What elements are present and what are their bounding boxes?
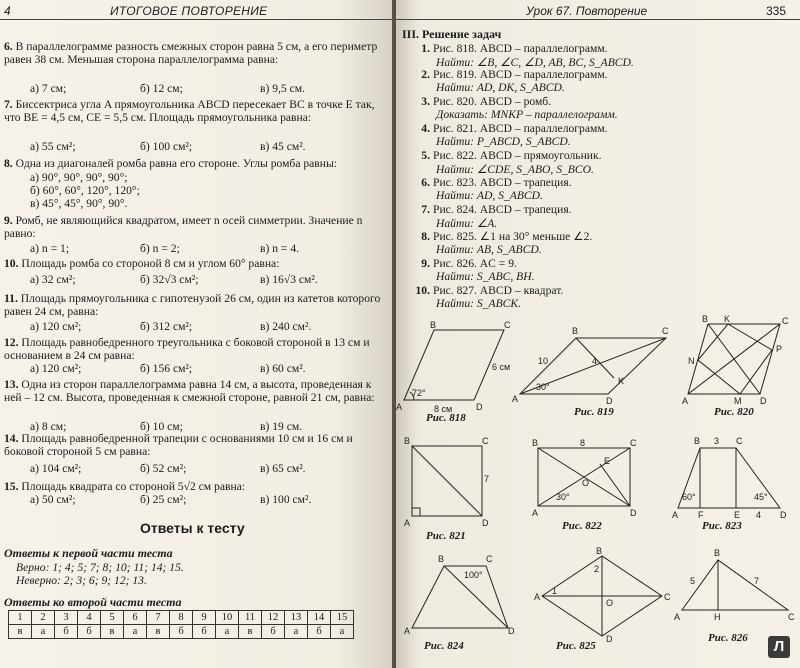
fig-label: C bbox=[736, 436, 743, 446]
table-cell: а bbox=[285, 625, 308, 639]
fig-label: B bbox=[438, 554, 445, 564]
fig-label: C bbox=[782, 316, 789, 326]
fig-label: A bbox=[674, 612, 681, 622]
publisher-logo: Л bbox=[768, 636, 790, 658]
table-cell: а bbox=[331, 625, 354, 639]
caption-825: Рис. 825 bbox=[556, 640, 596, 652]
fig-label: 30° bbox=[536, 382, 550, 392]
table-cell: 8 bbox=[170, 611, 193, 625]
fig-label: F bbox=[698, 510, 704, 520]
task-9: 9. Рис. 826. AC = 9. bbox=[421, 257, 517, 270]
fig-label: B bbox=[702, 314, 709, 324]
fig-label: A bbox=[532, 508, 539, 518]
caption-818: Рис. 818 bbox=[426, 412, 466, 424]
left-page-number: 4 bbox=[4, 4, 11, 18]
fig-label: K bbox=[618, 376, 625, 386]
task-8-sub: Найти: AB, S_ABCD. bbox=[436, 243, 542, 256]
table-cell: б bbox=[78, 625, 101, 639]
part1-false: Неверно: 2; 3; 6; 9; 12; 13. bbox=[16, 574, 147, 587]
caption-820: Рис. 820 bbox=[714, 406, 754, 418]
task-4: 4. Рис. 821. ABCD – параллелограмм. bbox=[421, 122, 608, 135]
part1-title: Ответы к первой части теста bbox=[4, 546, 173, 560]
task-1: 1. Рис. 818. ABCD – параллелограмм. bbox=[421, 42, 608, 55]
table-cell: б bbox=[55, 625, 78, 639]
table-cell: б bbox=[308, 625, 331, 639]
fig-label: 5 bbox=[690, 576, 696, 586]
question-12: 12. Площадь равнобедренного треугольника с боковой стороной в 13 см и основанием в 24 см равна: bbox=[4, 336, 370, 363]
fig-label: 60° bbox=[682, 492, 696, 502]
caption-826: Рис. 826 bbox=[708, 632, 748, 644]
fig-label: B bbox=[694, 436, 701, 446]
table-cell: в bbox=[101, 625, 124, 639]
task-3-sub: Доказать: MNKP – параллелограмм. bbox=[436, 108, 618, 121]
task-9-sub: Найти: S_ABC, BH. bbox=[436, 270, 535, 283]
table-cell: 14 bbox=[308, 611, 331, 625]
fig-label: A bbox=[512, 394, 519, 404]
fig-label: A bbox=[534, 592, 541, 602]
task-10: 10. Рис. 827. ABCD – квадрат. bbox=[415, 284, 564, 297]
fig-label: 4 bbox=[592, 356, 598, 366]
caption-824: Рис. 824 bbox=[424, 640, 464, 652]
figures-row-3 bbox=[396, 548, 800, 644]
fig-label: E bbox=[604, 456, 611, 466]
right-page bbox=[396, 0, 800, 668]
table-cell: а bbox=[216, 625, 239, 639]
table-cell: б bbox=[193, 625, 216, 639]
fig-label: 3 bbox=[714, 436, 720, 446]
table-cell: 12 bbox=[262, 611, 285, 625]
task-6-sub: Найти: AD, S_ABCD. bbox=[436, 189, 543, 202]
fig-label: 1 bbox=[552, 586, 558, 596]
figure-823 bbox=[672, 436, 787, 520]
fig-label: C bbox=[664, 592, 671, 602]
fig-label: B bbox=[596, 546, 603, 556]
figure-826 bbox=[674, 548, 795, 622]
fig-label: D bbox=[780, 510, 787, 520]
fig-label: H bbox=[714, 612, 721, 622]
table-cell: 9 bbox=[193, 611, 216, 625]
figure-820 bbox=[682, 314, 789, 406]
table-cell: 1 bbox=[9, 611, 32, 625]
question-10: 10. Площадь ромба со стороной 8 см и углом 60° равна: bbox=[4, 257, 280, 270]
fig-label: B bbox=[430, 320, 437, 330]
task-1-sub: Найти: ∠B, ∠C, ∠D, AB, BC, S_ABCD. bbox=[436, 56, 634, 69]
fig-label: D bbox=[760, 396, 767, 406]
fig-label: A bbox=[672, 510, 679, 520]
figure-824 bbox=[404, 554, 515, 636]
question-8: 8. Одна из диагоналей ромба равна его стороне. Углы ромба равны: bbox=[4, 157, 337, 170]
fig-label: B bbox=[572, 326, 579, 336]
fig-label: A bbox=[404, 626, 411, 636]
task-7: 7. Рис. 824. ABCD – трапеция. bbox=[421, 203, 572, 216]
table-cell: 2 bbox=[32, 611, 55, 625]
table-cell: б bbox=[262, 625, 285, 639]
question-6: 6. В параллелограмме разность смежных сторон равна 5 см, а его периметр равен 38 см. Меньшая сторона параллелограмма равна: bbox=[4, 40, 378, 67]
fig-label: 100° bbox=[464, 570, 483, 580]
fig-label: 8 см bbox=[434, 404, 453, 414]
caption-822: Рис. 822 bbox=[562, 520, 602, 532]
table-cell: 13 bbox=[285, 611, 308, 625]
task-4-sub: Найти: P_ABCD, S_ABCD. bbox=[436, 135, 571, 148]
left-page: 4 ИТОГОВОЕ ПОВТОРЕНИЕ 6. В параллелограмме разность смежных сторон равна 5 см, а его периметр равен 38 см. Меньшая сторона параллелограмма равна: а) 7 см; б) 12 см; в) 9,5 см. 7. Биссектриса угла A прямоугольника ABCD пересекает BC в точке E так, что BE = 4,5 см, CE = 5,5 см. Площадь прямоугольника равна: а) 55 см²; б) 100 см²; в) 45 см². 8. Одна из диагоналей ромба равна его стороне. Углы ромба равны: а) 90°, 90°, 90°, 90°; б) 60°, 60°, 120°, 120°; в) 45°, 45°, 90°, 90°. 9. Ромб, не являющийся квадратом, имеет n осей симметрии. Значение n равно: а) n = 1; б) n = 2; в) n = 4. 10. Площадь ромба со стороной 8 см и углом 60° равна: а) 32 см²; б) 32√3 см²; в) 16√3 см². 11. Площадь прямоугольника с гипотенузой 26 см, один из катетов которого равен 24 см, равна: а) 120 см²; б) 312 см²; в) 240 см². 12. Площадь равнобедренного треугольника с боковой стороной в 13 см и основанием в 24 см равна: а) 120 см²; б) 156 см²; в) 60 см². 13. Одна из сторон параллелограмма равна 14 см, а высота, проведенная к ней – 12 см. Высота, проведенная к смежной стороне, равной 21 см, равна: а) 8 см; б) 10 см; в) 19 см. 14. Площадь равнобедренной трапеции с основаниями 10 см и 16 см и боковой стороной 5 см равна: а) 104 см²; б) 52 см²; в) 65 см². 15. Площадь квадрата со стороной 5√2 см равна: а) 50 см²; б) 25 см²; в) 100 см². Ответы к тесту Ответы к первой части теста Верно: 1; 4; 5; 7; 8; 10; 11; 14; 15. Неверно: 2; 3; 6; 9; 12; 13. Ответы ко второй части теста 1 2 3 4 5 6 7 8 9 10 11 12 13 14 15 в а б б в а в б б а в б а б а bbox=[0, 0, 392, 668]
part1-true: Верно: 1; 4; 5; 7; 8; 10; 11; 14; 15. bbox=[16, 561, 184, 574]
table-cell: в bbox=[9, 625, 32, 639]
fig-label: 45° bbox=[754, 492, 768, 502]
task-8: 8. Рис. 825. ∠1 на 30° меньше ∠2. bbox=[421, 230, 593, 243]
fig-label: B bbox=[404, 436, 411, 446]
table-cell: б bbox=[170, 625, 193, 639]
task-3: 3. Рис. 820. ABCD – ромб. bbox=[421, 95, 552, 108]
part2-title: Ответы ко второй части теста bbox=[4, 595, 182, 609]
figure-825 bbox=[534, 546, 671, 644]
table-cell: 11 bbox=[239, 611, 262, 625]
table-cell: 10 bbox=[216, 611, 239, 625]
figure-821 bbox=[404, 436, 489, 528]
fig-label: A bbox=[404, 518, 411, 528]
fig-label: 10 bbox=[538, 356, 549, 366]
caption-821: Рис. 821 bbox=[426, 530, 466, 542]
question-14: 14. Площадь равнобедренной трапеции с основаниями 10 см и 16 см и боковой стороной 5 см равна: bbox=[4, 432, 353, 459]
figure-822 bbox=[532, 438, 637, 518]
table-cell: 15 bbox=[331, 611, 354, 625]
fig-label: 4 bbox=[756, 510, 762, 520]
fig-label: B bbox=[532, 438, 539, 448]
fig-label: 6 см bbox=[492, 362, 511, 372]
table-cell: а bbox=[32, 625, 55, 639]
figures-row-1 bbox=[396, 314, 800, 420]
task-5-sub: Найти: ∠CDE, S_ABO, S_BCO. bbox=[436, 163, 594, 176]
fig-label: O bbox=[582, 478, 590, 488]
question-13: 13. Одна из сторон параллелограмма равна 14 см, а высота, проведенная к ней – 12 см. Высота, проведенная к смежной стороне, равной 21 см, равна: bbox=[4, 378, 375, 405]
fig-label: A bbox=[682, 396, 689, 406]
figure-818 bbox=[396, 320, 511, 414]
fig-label: K bbox=[724, 314, 731, 324]
task-2: 2. Рис. 819. ABCD – параллелограмм. bbox=[421, 68, 608, 81]
fig-label: B bbox=[714, 548, 721, 558]
task-10-sub: Найти: S_ABCK. bbox=[436, 297, 522, 310]
figure-819 bbox=[512, 326, 669, 406]
fig-label: D bbox=[606, 396, 613, 406]
answers-table bbox=[8, 610, 354, 639]
table-cell: в bbox=[147, 625, 170, 639]
answers-title: Ответы к тесту bbox=[140, 520, 245, 536]
fig-label: M bbox=[734, 396, 742, 406]
table-cell: 7 bbox=[147, 611, 170, 625]
question-9: 9. Ромб, не являющийся квадратом, имеет n осей симметрии. Значение n равно: bbox=[4, 214, 363, 241]
right-page-number: 335 bbox=[765, 4, 786, 18]
table-cell: 3 bbox=[55, 611, 78, 625]
fig-label: D bbox=[630, 508, 637, 518]
figures-row-2 bbox=[396, 436, 800, 528]
question-7: 7. Биссектриса угла A прямоугольника ABCD пересекает BC в точке E так, что BE = 4,5 см, CE = 5,5 см. Площадь прямоугольника равна: bbox=[4, 98, 375, 125]
table-cell: в bbox=[239, 625, 262, 639]
right-header bbox=[396, 4, 800, 20]
fig-label: D bbox=[482, 518, 489, 528]
question-15: 15. Площадь квадрата со стороной 5√2 см равна: bbox=[4, 480, 246, 493]
fig-label: C bbox=[662, 326, 669, 336]
left-header bbox=[0, 4, 392, 20]
fig-label: C bbox=[504, 320, 511, 330]
task-6: 6. Рис. 823. ABCD – трапеция. bbox=[421, 176, 572, 189]
fig-label: D bbox=[476, 402, 483, 412]
fig-label: C bbox=[788, 612, 795, 622]
fig-label: 30° bbox=[556, 492, 570, 502]
fig-label: D bbox=[606, 634, 613, 644]
answers-table-numbers-row bbox=[9, 611, 354, 625]
fig-label: A bbox=[396, 402, 403, 412]
fig-label: N bbox=[688, 356, 695, 366]
caption-823: Рис. 823 bbox=[702, 520, 742, 532]
task-2-sub: Найти: AD, DK, S_ABCD. bbox=[436, 81, 565, 94]
fig-label: 72° bbox=[412, 388, 426, 398]
task-5: 5. Рис. 822. ABCD – прямоугольник. bbox=[421, 149, 602, 162]
task-7-sub: Найти: ∠A. bbox=[436, 217, 498, 230]
fig-label: O bbox=[606, 598, 614, 608]
question-11: 11. Площадь прямоугольника с гипотенузой 26 см, один из катетов которого равен 24 см, равна: bbox=[4, 292, 381, 319]
caption-819: Рис. 819 bbox=[574, 406, 614, 418]
fig-label: C bbox=[486, 554, 493, 564]
table-cell: 4 bbox=[78, 611, 101, 625]
right-header-title: Урок 67. Повторение bbox=[526, 4, 648, 18]
fig-label: 7 bbox=[484, 474, 490, 484]
table-cell: 6 bbox=[124, 611, 147, 625]
fig-label: P bbox=[776, 344, 783, 354]
section-title: III. Решение задач bbox=[402, 27, 502, 41]
fig-label: 7 bbox=[754, 576, 760, 586]
table-cell: а bbox=[124, 625, 147, 639]
fig-label: 2 bbox=[594, 564, 600, 574]
fig-label: D bbox=[508, 626, 515, 636]
fig-label: E bbox=[734, 510, 741, 520]
table-cell: 5 bbox=[101, 611, 124, 625]
fig-label: C bbox=[630, 438, 637, 448]
fig-label: 8 bbox=[580, 438, 586, 448]
fig-label: C bbox=[482, 436, 489, 446]
left-header-title: ИТОГОВОЕ ПОВТОРЕНИЕ bbox=[110, 4, 268, 18]
answers-table-answers-row bbox=[9, 625, 354, 639]
